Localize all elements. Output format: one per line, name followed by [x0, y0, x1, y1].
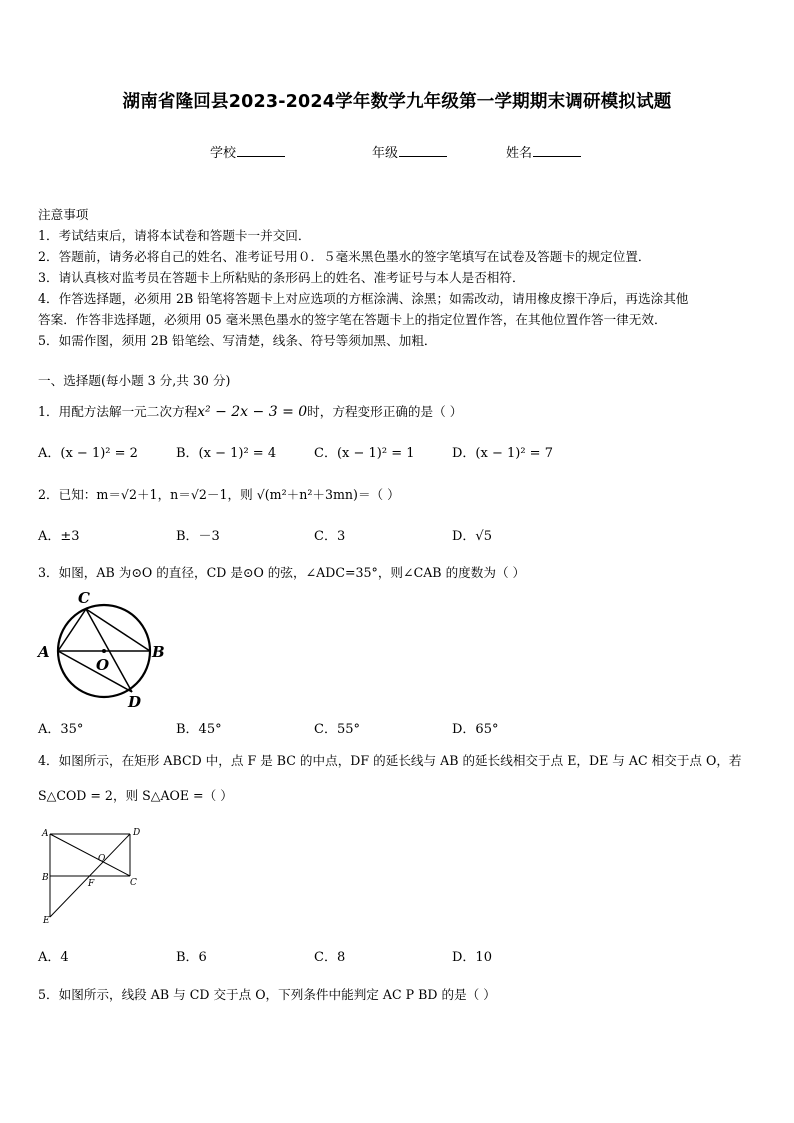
question-4-cont: S△COD = 2，则 S△AOE =（ ） — [38, 788, 233, 803]
notice-item: 1．考试结束后，请将本试卷和答题卡一并交回． — [38, 228, 311, 243]
school-field: 学校 — [210, 142, 285, 161]
q4-option-d: D．10 — [452, 950, 492, 965]
notice-item: 2．答题前，请务必将自己的姓名、准考证号用０．５毫米黑色墨水的签字笔填写在试卷及答题卡的规定位置． — [38, 249, 651, 264]
q2-option-c: C．3 — [314, 529, 346, 544]
q1-equation: x² − 2x − 3 = 0 — [197, 404, 308, 420]
q3-option-b: B．45° — [176, 722, 222, 737]
label-b: B — [152, 643, 165, 661]
notice-item: 5．如需作图，须用 2B 铅笔绘、写清楚，线条、符号等须加黑、加粗． — [38, 333, 437, 348]
question-4: 4．如图所示，在矩形 ABCD 中，点 F 是 BC 的中点，DF 的延长线与 AB 的延长线相交于点 E，DE 与 AC 相交于点 O，若 — [38, 753, 742, 768]
label-c: C — [78, 589, 90, 607]
q1-option-b: B．(x − 1)² = 4 — [176, 446, 277, 461]
notice-item: 3．请认真核对监考员在答题卡上所粘贴的条形码上的姓名、准考证号与本人是否相符． — [38, 270, 525, 285]
q2-option-b: B．－3 — [176, 529, 220, 544]
q3-option-a: A．35° — [38, 722, 84, 737]
label-o: O — [98, 854, 106, 864]
q4-option-b: B．6 — [176, 950, 207, 965]
label-o: O — [96, 656, 110, 674]
label-f: F — [88, 879, 95, 889]
q2-option-d: D．√5 — [452, 529, 492, 544]
q1-option-d: D．(x − 1)² = 7 — [452, 446, 553, 461]
diagonal-ac — [50, 834, 130, 876]
section-heading: 一、选择题(每小题 3 分,共 30 分) — [38, 373, 231, 388]
q4-rectangle-figure — [36, 822, 148, 928]
grade-field: 年级 — [372, 142, 447, 161]
exam-title: 湖南省隆回县2023-2024学年数学九年级第一学期期末调研模拟试题 — [122, 92, 672, 112]
question-1: 1．用配方法解一元二次方程x² − 2x − 3 = 0时，方程变形正确的是（ ） — [38, 404, 463, 420]
notice-heading: 注意事项 — [38, 207, 89, 222]
q3-option-c: C．55° — [314, 722, 360, 737]
label-c: C — [130, 878, 137, 888]
q4-option-a: A．4 — [38, 950, 69, 965]
segment-cb — [86, 609, 150, 651]
question-2: 2．已知：m＝√2＋1，n＝√2－1，则 √(m²＋n²＋3mn)＝（ ） — [38, 487, 400, 502]
question-5: 5．如图所示，线段 AB 与 CD 交于点 O，下列条件中能判定 AC P BD 的是（ ） — [38, 987, 496, 1002]
question-3: 3．如图，AB 为⊙O 的直径，CD 是⊙O 的弦，∠ADC=35°，则∠CAB 的度数为（ ） — [38, 565, 526, 580]
q3-option-d: D．65° — [452, 722, 499, 737]
center-dot — [102, 649, 106, 653]
q2-option-a: A．±3 — [38, 529, 80, 544]
label-a: A — [42, 829, 49, 839]
label-d: D — [133, 828, 141, 838]
q1-option-c: C．(x − 1)² = 1 — [314, 446, 415, 461]
notice-item: 4．作答选择题，必须用 2B 铅笔将答题卡上对应选项的方框涂满、涂黑；如需改动，请用橡皮擦干净后，再选涂其他 — [38, 291, 689, 306]
q3-circle-figure — [34, 588, 174, 710]
notice-item: 答案．作答非选择题，必须用 05 毫米黑色墨水的签字笔在答题卡上的指定位置作答，在其他位置作答一律无效． — [38, 312, 667, 327]
q4-option-c: C．8 — [314, 950, 346, 965]
q1-option-a: A．(x − 1)² = 2 — [38, 446, 138, 461]
label-a: A — [38, 643, 50, 661]
label-d: D — [128, 693, 142, 710]
label-b: B — [42, 873, 49, 883]
label-e: E — [43, 916, 50, 926]
name-field: 姓名 — [506, 142, 581, 161]
